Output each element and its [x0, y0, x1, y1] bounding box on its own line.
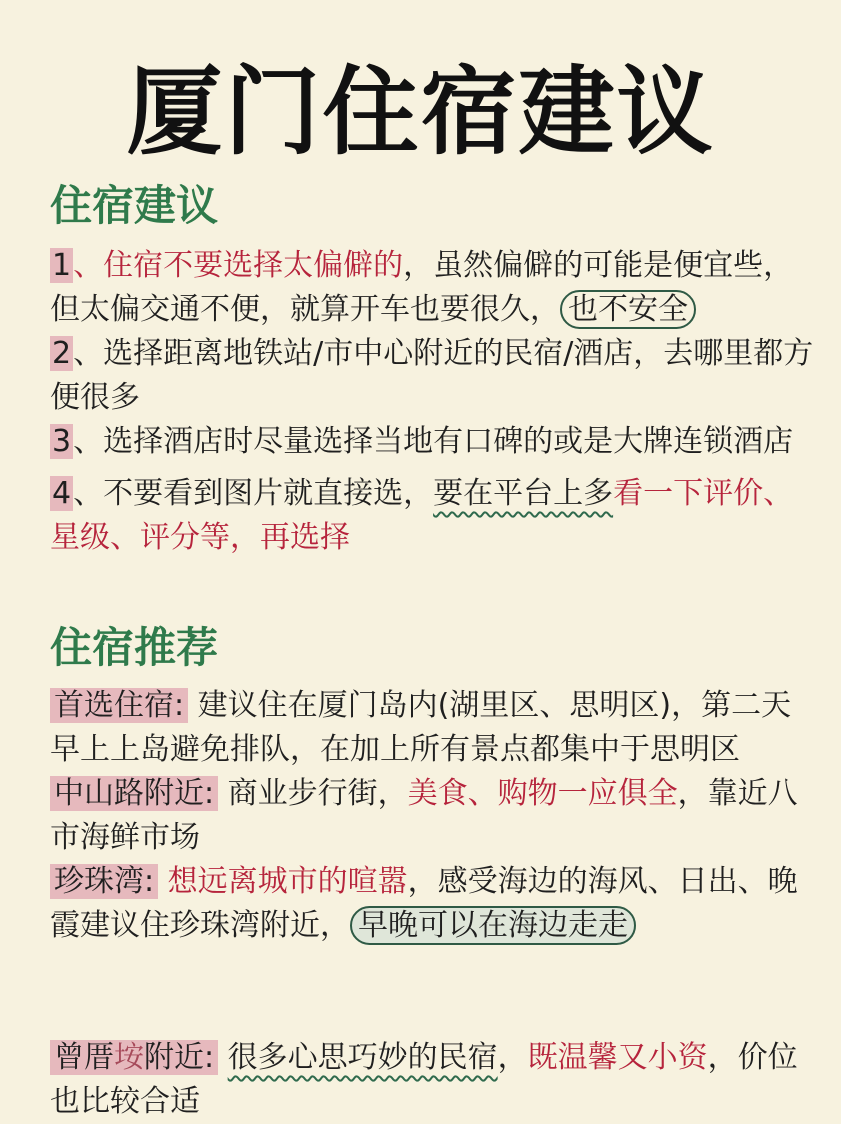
item-text: ，感受海边的海风、日出、晚霞建议住珍珠湾附近， [50, 864, 798, 943]
circled-text: 也不安全 [560, 290, 696, 329]
item-text: 不要看到图片就直接选， [103, 476, 434, 511]
section-heading-recommendations: 住宿推荐 [50, 623, 219, 672]
suggestion-item-4: 4、不要看到图片就直接选，要在平台上多看一下评价、星级、评分等，再选择 [50, 476, 794, 555]
recommend-item-1 [50, 684, 820, 772]
item-number: 1 [52, 248, 72, 283]
highlight-text: 想远离城市的喧嚣 [167, 864, 408, 899]
suggestion-item-1: 1、住宿不要选择太偏僻的，虽然偏僻的可能是便宜些，但太偏交通不便，就算开车也要很久， 也不安全 [50, 248, 794, 327]
area-tag: 首选住宿: [50, 688, 188, 723]
area-tag: 曾厝垵附近: [50, 1040, 218, 1075]
suggestion-item-3: 3、选择酒店时尽量选择当地有口碑的或是大牌连锁酒店 [52, 424, 794, 459]
item-number: 4 [52, 476, 72, 511]
item-text: ，价位也比较合适 [50, 1040, 798, 1119]
item-number: 2 [52, 336, 72, 371]
highlight-text: 住宿不要选择太偏僻的 [103, 248, 404, 283]
suggestion-item-2: 2、选择距离地铁站/市中心附近的民宿/酒店，去哪里都方便很多 [50, 336, 814, 415]
section-heading-suggestions: 住宿建议 [50, 181, 219, 230]
item-text: 商业步行街， [227, 776, 408, 811]
item-number: 3 [52, 424, 72, 459]
item-text: ，靠近八市海鲜市场 [50, 776, 798, 855]
recommend-item-2 [50, 772, 820, 860]
highlight-text: 既温馨又小资 [527, 1040, 708, 1075]
item-text: 选择酒店时尽量选择当地有口碑的或是大牌连锁酒店 [103, 424, 794, 459]
area-tag: 中山路附近: [50, 776, 218, 811]
highlight-text: 美食、购物一应俱全 [407, 776, 678, 811]
wavy-underlined-text: 要在平台上多 [433, 476, 614, 511]
item-text: ，虽然偏僻的可能是便宜些，但太偏交通不便，就算开车也要很久， [50, 248, 794, 327]
area-tag: 珍珠湾: [50, 864, 158, 899]
circled-text: 早晚可以在海边走走 [350, 906, 636, 945]
highlight-text: 看一下评价、星级、评分等，再选择 [50, 476, 794, 555]
page-title: 厦门住宿建议 [126, 56, 715, 168]
recommend-item-4: 曾厝垵附近: 很多心思巧妙的民宿，既温馨又小资，价位也比较合适 [50, 1040, 798, 1119]
item-text: 建议住在厦门岛内(湖里区、思明区)，第二天早上上岛避免排队，在加上所有景点都集中于思明区 [50, 688, 792, 767]
recommend-item-3 [50, 860, 820, 948]
item-text: 选择距离地铁站/市中心附近的民宿/酒店，去哪里都方便很多 [50, 336, 814, 415]
wavy-underlined-text: 很多心思巧妙的民宿 [227, 1040, 498, 1075]
